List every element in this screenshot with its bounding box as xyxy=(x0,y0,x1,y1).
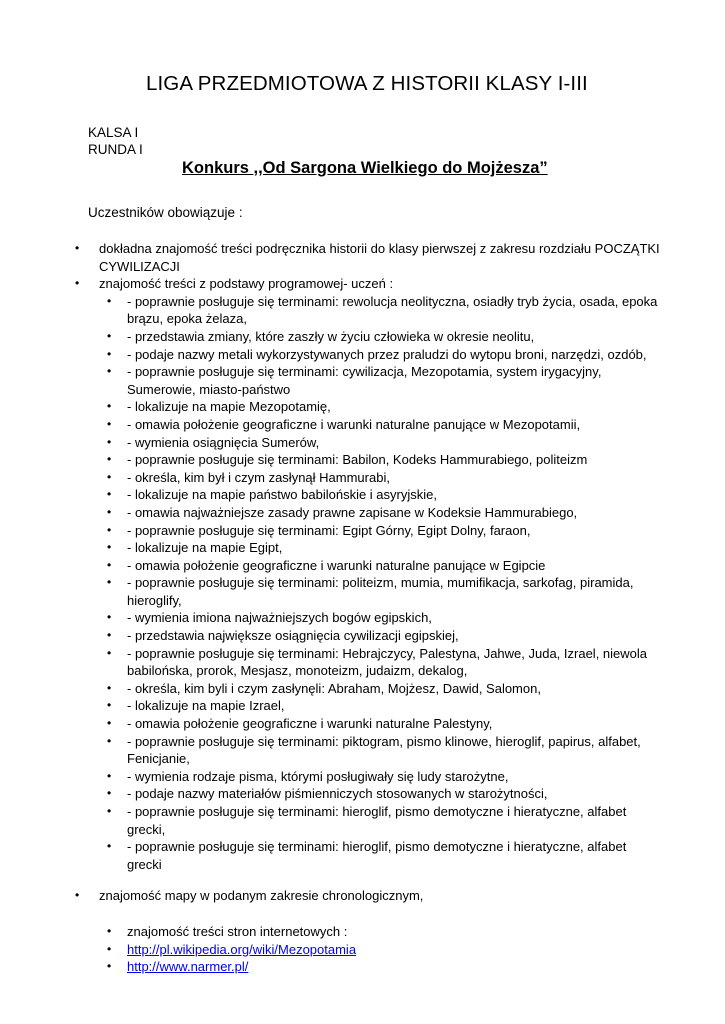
list-item-link xyxy=(101,941,661,959)
list-item-text: znajomość treści z podstawy programowej- uczeń : xyxy=(99,276,394,292)
outcome-item xyxy=(101,469,661,487)
outcome-item xyxy=(101,451,661,469)
list-item-text: znajomość mapy w podanym zakresie chronologicznym, xyxy=(99,888,424,904)
list-item-text: dokładna znajomość treści podręcznika historii do klasy pierwszej z zakresu rozdziału POCZĄTKI CYWILIZACJI xyxy=(99,241,660,274)
outcome-item xyxy=(101,697,661,715)
bullet-icon: • xyxy=(107,328,112,343)
bullet-icon: • xyxy=(107,452,112,467)
bullet-icon: • xyxy=(107,680,112,695)
bullet-icon: • xyxy=(107,575,112,590)
outcome-item xyxy=(101,398,661,416)
bullet-icon: • xyxy=(107,557,112,572)
outcome-item xyxy=(101,609,661,627)
list-item-link xyxy=(101,958,661,976)
bullet-icon: • xyxy=(107,610,112,625)
bullet-icon: • xyxy=(107,504,112,519)
bullet-icon: • xyxy=(107,522,112,537)
round-label: RUNDA I xyxy=(88,142,143,157)
outcome-item xyxy=(101,733,661,768)
bullet-icon: • xyxy=(75,276,80,291)
bullet-icon: • xyxy=(107,959,112,974)
outcome-text: - omawia położenie geograficzne i warunki naturalne panujące w Egipcie xyxy=(127,557,546,573)
outcome-item xyxy=(101,645,661,680)
outcome-item xyxy=(101,293,661,328)
bullet-icon: • xyxy=(107,416,112,431)
bullet-icon: • xyxy=(107,698,112,713)
outcome-item xyxy=(101,522,661,540)
outcome-text: - poprawnie posługuje się terminami: politeizm, mumia, mumifikacja, sarkofag, piramida, hieroglify, xyxy=(127,575,634,608)
outcome-item xyxy=(101,539,661,557)
bullet-icon: • xyxy=(107,487,112,502)
list-item-curriculum xyxy=(72,275,672,293)
class-label: KALSA I xyxy=(88,125,139,140)
class-round-info xyxy=(88,124,143,158)
bullet-icon: • xyxy=(107,540,112,555)
outcome-text: - omawia położenie geograficzne i warunki naturalne Palestyny, xyxy=(127,716,493,732)
bullet-icon: • xyxy=(75,888,80,903)
outcome-item xyxy=(101,785,661,803)
outcome-text: - lokalizuje na mapie państwo babilońskie i asyryjskie, xyxy=(127,487,437,503)
outcome-text: - podaje nazwy metali wykorzystywanych przez praludzi do wytopu broni, narzędzi, ozdób, xyxy=(127,346,647,362)
outcome-item xyxy=(101,486,661,504)
outcome-item xyxy=(101,557,661,575)
outcome-item xyxy=(101,574,661,609)
bullet-icon: • xyxy=(107,768,112,783)
bullet-icon: • xyxy=(107,346,112,361)
list-item-text: znajomość treści stron internetowych : xyxy=(127,923,348,939)
outcome-item xyxy=(101,434,661,452)
outcome-item xyxy=(101,346,661,364)
contest-title: Konkurs ,,Od Sargona Wielkiego do Mojżesza” xyxy=(182,159,548,177)
bullet-icon: • xyxy=(107,804,112,818)
outcome-text: - omawia najważniejsze zasady prawne zapisane w Kodeksie Hammurabiego, xyxy=(127,504,578,520)
bullet-icon: • xyxy=(107,469,112,484)
outcome-text: - poprawnie posługuje się terminami: Hebrajczycy, Palestyna, Jahwe, Juda, Izrael, niewola babilońska, prorok, Mesjasz, monoteizm, judaizm, dekalog, xyxy=(127,645,648,679)
outcome-text: - przedstawia największe osiągnięcia cywilizacji egipskiej, xyxy=(127,628,459,644)
bullet-icon: • xyxy=(107,786,112,801)
outcome-text: - przedstawia zmiany, które zaszły w życiu człowieka w okresie neolitu, xyxy=(127,328,535,344)
outcome-text: - poprawnie posługuje się terminami: Egipt Górny, Egipt Dolny, faraon, xyxy=(127,522,531,538)
outcome-text: - lokalizuje na mapie Izrael, xyxy=(127,698,285,714)
bullet-icon: • xyxy=(107,923,112,938)
outcome-text: - poprawnie posługuje się terminami: hieroglif, pismo demotyczne i hieratyczne, alfabet grecki xyxy=(127,839,627,872)
learning-outcomes-list xyxy=(101,293,661,874)
outcome-item xyxy=(101,416,661,434)
outcome-item xyxy=(101,838,661,873)
outcome-text: - poprawnie posługuje się terminami: Babilon, Kodeks Hammurabiego, politeizm xyxy=(127,452,588,468)
websites-list xyxy=(101,923,661,976)
outcome-text: - podaje nazwy materiałów piśmienniczych stosowanych w starożytności, xyxy=(127,786,548,802)
outcome-text: - poprawnie posługuje się terminami: hieroglif, pismo demotyczne i hieratyczne, alfabet grecki, xyxy=(127,804,627,837)
requirements-list xyxy=(72,240,672,976)
outcome-item xyxy=(101,680,661,698)
outcome-text: - określa, kim byli i czym zasłynęli: Abraham, Mojżesz, Dawid, Salomon, xyxy=(127,680,541,696)
outcome-text: - poprawnie posługuje się terminami: rewolucja neolityczna, osiadły tryb życia, osada, epoka brązu, epoka żelaza, xyxy=(127,293,658,327)
outcome-item xyxy=(101,504,661,522)
outcome-item xyxy=(101,328,661,346)
outcome-item xyxy=(101,715,661,733)
bullet-icon: • xyxy=(107,628,112,643)
bullet-icon: • xyxy=(107,434,112,449)
list-item-map xyxy=(72,887,672,905)
link-narmer[interactable]: http://www.narmer.pl/ xyxy=(127,959,249,975)
outcome-text: - omawia położenie geograficzne i warunki naturalne panujące w Mezopotamii, xyxy=(127,416,581,432)
bullet-icon: • xyxy=(107,645,112,660)
outcome-text: - wymienia rodzaje pisma, którymi posługiwały się ludy starożytne, xyxy=(127,768,509,784)
outcome-item xyxy=(101,627,661,645)
outcome-text: - poprawnie posługuje się terminami: cywilizacja, Mezopotamia, system irygacyjny, Sumerowie, miasto-państwo xyxy=(127,364,602,397)
outcome-text: - wymienia imiona najważniejszych bogów egipskich, xyxy=(127,610,432,626)
bullet-icon: • xyxy=(107,941,112,956)
bullet-icon: • xyxy=(107,733,112,748)
bullet-icon: • xyxy=(75,241,80,255)
outcome-item xyxy=(101,803,661,838)
outcome-text: - określa, kim był i czym zasłynął Hammurabi, xyxy=(127,469,390,485)
bullet-icon: • xyxy=(107,399,112,414)
page-title: LIGA PRZEDMIOTOWA Z HISTORII KLASY I-III xyxy=(146,72,588,95)
outcome-text: - poprawnie posługuje się terminami: piktogram, pismo klinowe, hieroglif, papirus, alfabet, Fenicjanie, xyxy=(127,733,641,767)
list-item-textbook xyxy=(72,240,672,275)
outcome-text: - lokalizuje na mapie Mezopotamię, xyxy=(127,399,331,415)
list-item-websites xyxy=(101,923,661,941)
bullet-icon: • xyxy=(107,364,112,379)
outcome-text: - lokalizuje na mapie Egipt, xyxy=(127,540,283,556)
outcome-item xyxy=(101,768,661,786)
outcome-item xyxy=(101,363,661,398)
bullet-icon: • xyxy=(107,839,112,854)
link-wikipedia-mezopotamia[interactable]: http://pl.wikipedia.org/wiki/Mezopotamia xyxy=(127,941,357,957)
outcome-text: - wymienia osiągnięcia Sumerów, xyxy=(127,434,320,450)
intro-text: Uczestników obowiązuje : xyxy=(88,205,243,220)
bullet-icon: • xyxy=(107,293,112,308)
bullet-icon: • xyxy=(107,716,112,731)
